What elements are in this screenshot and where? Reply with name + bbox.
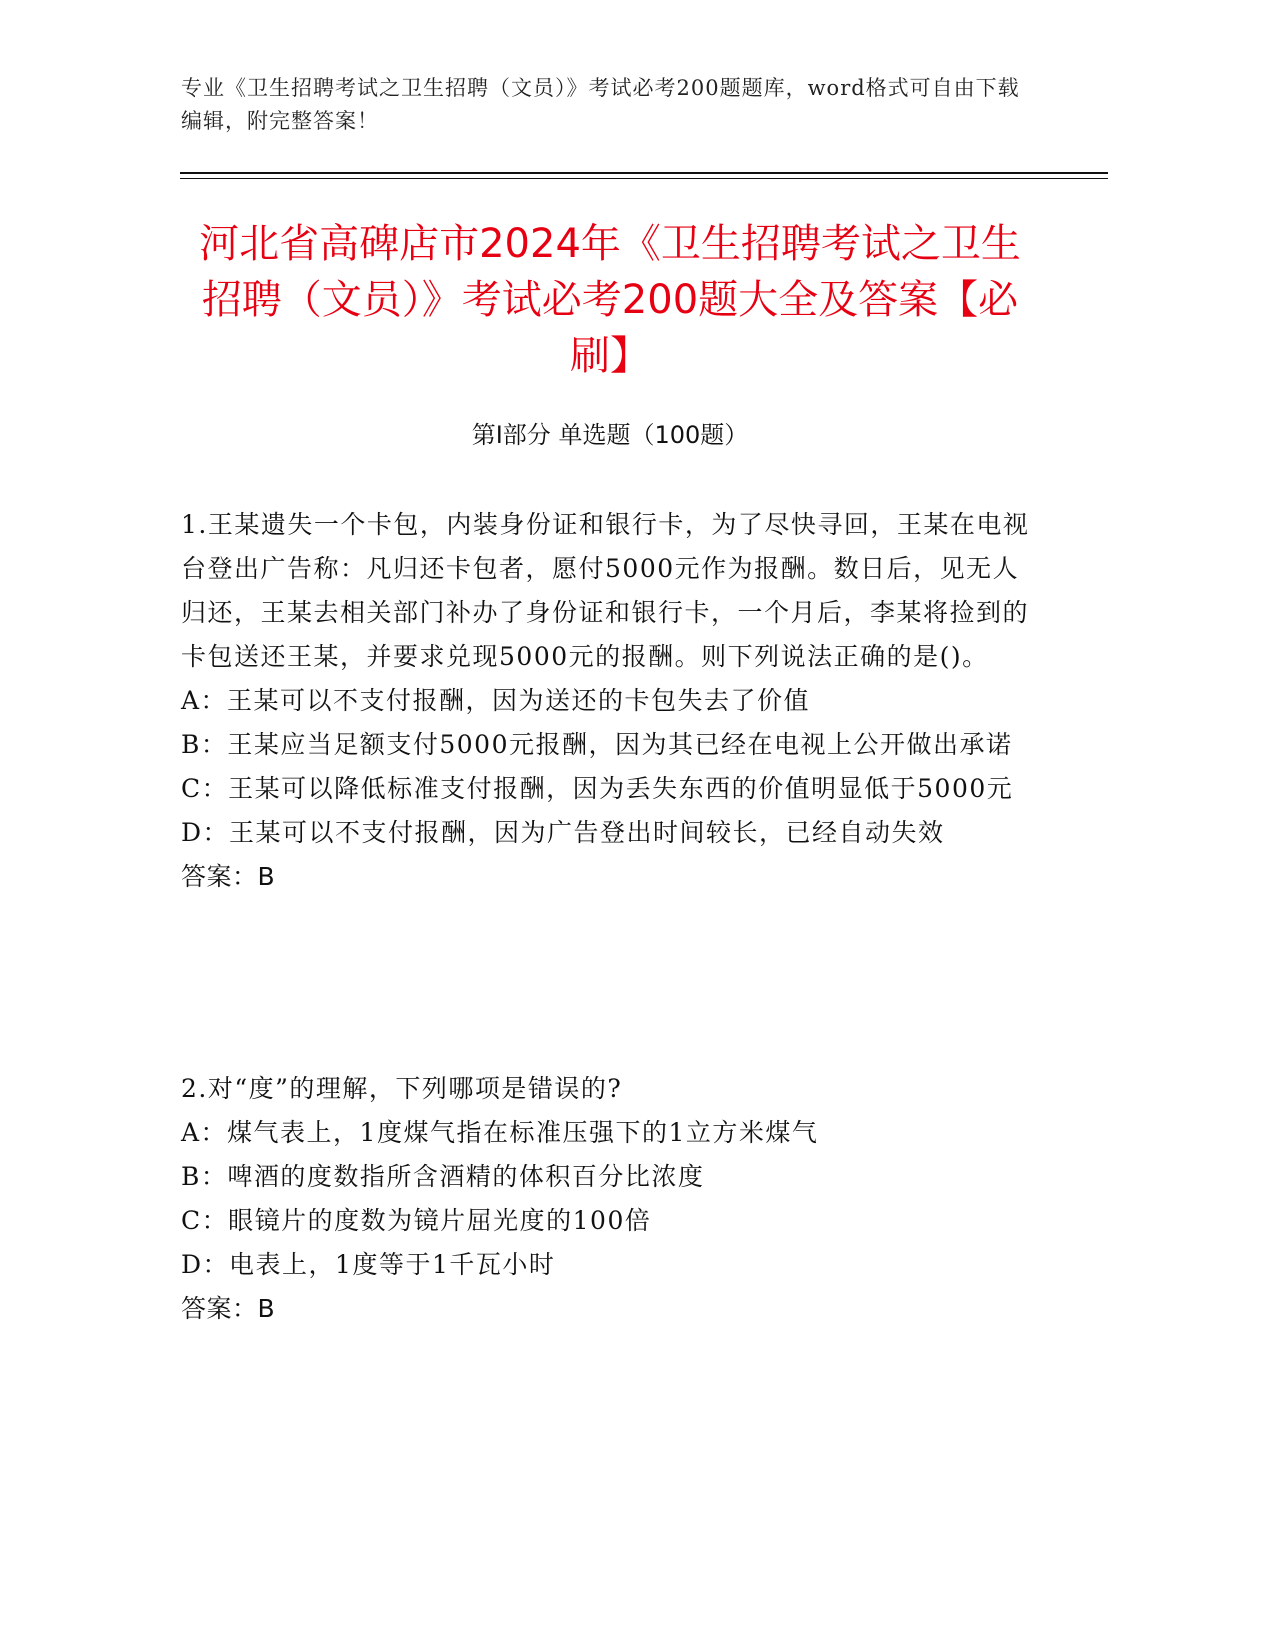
option-d: D：电表上，1度等于1千瓦小时 <box>181 1250 556 1279</box>
option-a: A：煤气表上，1度煤气指在标准压强下的1立方米煤气 <box>181 1118 819 1147</box>
answer: 答案：B <box>181 1294 276 1323</box>
option-b: B：啤酒的度数指所含酒精的体积百分比浓度 <box>181 1162 705 1191</box>
option-a: A：王某可以不支付报酬，因为送还的卡包失去了价值 <box>181 686 811 715</box>
header-divider-thin <box>180 178 1108 179</box>
question-stem: 2.对“度”的理解，下列哪项是错误的? <box>181 1074 623 1103</box>
question-stem: 1.王某遗失一个卡包，内装身份证和银行卡，为了尽快寻回，王某在电视台登出广告称：凡归还卡包者，愿付5000元作为报酬。数日后，见无人归还，王某去相关部门补办了身份证和银行卡，一个月后，李某将捡到的卡包送还王某，并要求兑现5000元的报酬。则下列说法正确的是()。 <box>181 510 1030 671</box>
question-1 <box>181 503 1031 899</box>
option-b: B：王某应当足额支付5000元报酬，因为其已经在电视上公开做出承诺 <box>181 730 1013 759</box>
section-title: 第Ⅰ部分 单选题（100题） <box>471 421 749 449</box>
question-2 <box>181 1067 1031 1331</box>
document-title: 河北省高碑店市2024年《卫生招聘考试之卫生招聘（文员）》考试必考200题大全及答案【必刷】 <box>199 221 1021 379</box>
header-divider-thick <box>180 172 1108 174</box>
option-d: D：王某可以不支付报酬，因为广告登出时间较长，已经自动失效 <box>181 818 945 847</box>
header-note: 专业《卫生招聘考试之卫生招聘（文员）》考试必考200题题库，word格式可自由下载编辑，附完整答案！ <box>181 76 1020 133</box>
answer: 答案：B <box>181 862 276 891</box>
option-c: C：眼镜片的度数为镜片屈光度的100倍 <box>181 1206 652 1235</box>
option-c: C：王某可以降低标准支付报酬，因为丢失东西的价值明显低于5000元 <box>181 774 1014 803</box>
